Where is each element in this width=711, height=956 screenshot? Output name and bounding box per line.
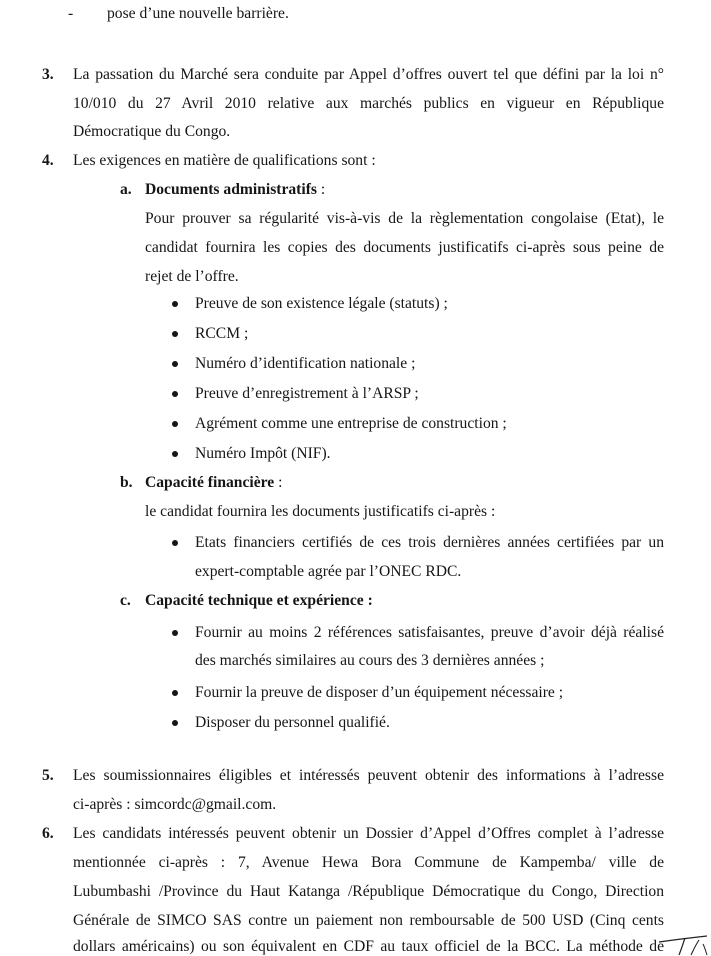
bullet-icon xyxy=(172,421,178,427)
list-item-text: pose d’une nouvelle barrière. xyxy=(107,5,289,22)
bullet-item: Preuve de son existence légale (statuts) ; xyxy=(195,295,448,312)
subsection-title xyxy=(145,474,282,492)
paragraph-line: le candidat fournira les documents justificatifs ci-après : xyxy=(145,503,496,520)
handwritten-initials-icon xyxy=(655,930,711,956)
bullet-icon xyxy=(172,331,178,337)
paragraph-line: La passation du Marché sera conduite par Appel d’offres ouvert tel que défini par la loi n° xyxy=(73,66,664,83)
bullet-icon xyxy=(172,540,178,546)
paragraph-line: Démocratique du Congo. xyxy=(73,123,231,140)
subsection-title-text: Documents administratifs xyxy=(145,181,317,198)
bullet-item: Agrément comme une entreprise de construction ; xyxy=(195,415,507,432)
bullet-item-continuation: des marchés similaires au cours des 3 dernières années ; xyxy=(195,652,545,669)
bullet-icon xyxy=(172,690,178,696)
section-number: 4. xyxy=(42,152,54,169)
paragraph-line: rejet de l’offre. xyxy=(145,268,239,285)
paragraph-line: Les candidats intéressés peuvent obtenir un Dossier d’Appel d’Offres complet à l’adresse xyxy=(73,825,664,842)
bullet-item: RCCM ; xyxy=(195,325,249,342)
bullet-icon xyxy=(172,630,178,636)
subsection-title xyxy=(145,181,325,199)
paragraph-line: candidat fournira les copies des documents justificatifs ci-après sous peine de xyxy=(145,239,664,256)
bullet-item: Numéro Impôt (NIF). xyxy=(195,445,331,462)
paragraph-line: ci-après : simcordc@gmail.com. xyxy=(73,796,277,813)
section-number: 3. xyxy=(42,66,54,83)
paragraph-line: Les soumissionnaires éligibles et intéressés peuvent obtenir des informations à l’adresse xyxy=(73,767,664,784)
bullet-item: Preuve d’enregistrement à l’ARSP ; xyxy=(195,385,419,402)
subsection-letter: c. xyxy=(120,592,131,609)
section-number: 6. xyxy=(42,825,54,842)
bullet-item-continuation: expert-comptable agrée par l’ONEC RDC. xyxy=(195,563,462,580)
subsection-letter: a. xyxy=(120,181,132,198)
bullet-item: Fournir au moins 2 références satisfaisantes, preuve d’avoir déjà réalisé xyxy=(195,624,664,641)
paragraph-line: Les exigences en matière de qualifications sont : xyxy=(73,152,376,169)
title-colon: : xyxy=(316,181,326,198)
list-dash: - xyxy=(68,5,74,22)
bullet-item: Fournir la preuve de disposer d’un équipement nécessaire ; xyxy=(195,684,564,701)
bullet-item: Disposer du personnel qualifié. xyxy=(195,714,390,731)
bullet-item: Etats financiers certifiés de ces trois dernières années certifiées par un xyxy=(195,534,664,551)
paragraph-line: Lubumbashi /Province du Haut Katanga /République Démocratique du Congo, Direction xyxy=(73,883,664,900)
paragraph-line: dollars américains) ou son équivalent en CDF au taux officiel de la BCC. La méthode de xyxy=(73,938,664,955)
bullet-icon xyxy=(172,361,178,367)
subsection-title-text: Capacité financière xyxy=(145,474,275,491)
section-number: 5. xyxy=(42,767,54,784)
paragraph-line: 10/010 du 27 Avril 2010 relative aux marchés publics en vigueur en République xyxy=(73,95,664,112)
paragraph-line: Générale de SIMCO SAS contre un paiement non remboursable de 500 USD (Cinq cents xyxy=(73,912,664,929)
bullet-icon xyxy=(172,391,178,397)
bullet-item: Numéro d’identification nationale ; xyxy=(195,355,416,372)
bullet-icon xyxy=(172,451,178,457)
bullet-icon xyxy=(172,301,178,307)
bullet-icon xyxy=(172,720,178,726)
paragraph-line: Pour prouver sa régularité vis-à-vis de la règlementation congolaise (Etat), le xyxy=(145,210,664,227)
subsection-title: Capacité technique et expérience : xyxy=(145,592,373,609)
paragraph-line: mentionnée ci-après : 7, Avenue Hewa Bora Commune de Kampemba/ ville de xyxy=(73,854,664,871)
title-colon: : xyxy=(274,474,283,491)
subsection-letter: b. xyxy=(120,474,133,491)
